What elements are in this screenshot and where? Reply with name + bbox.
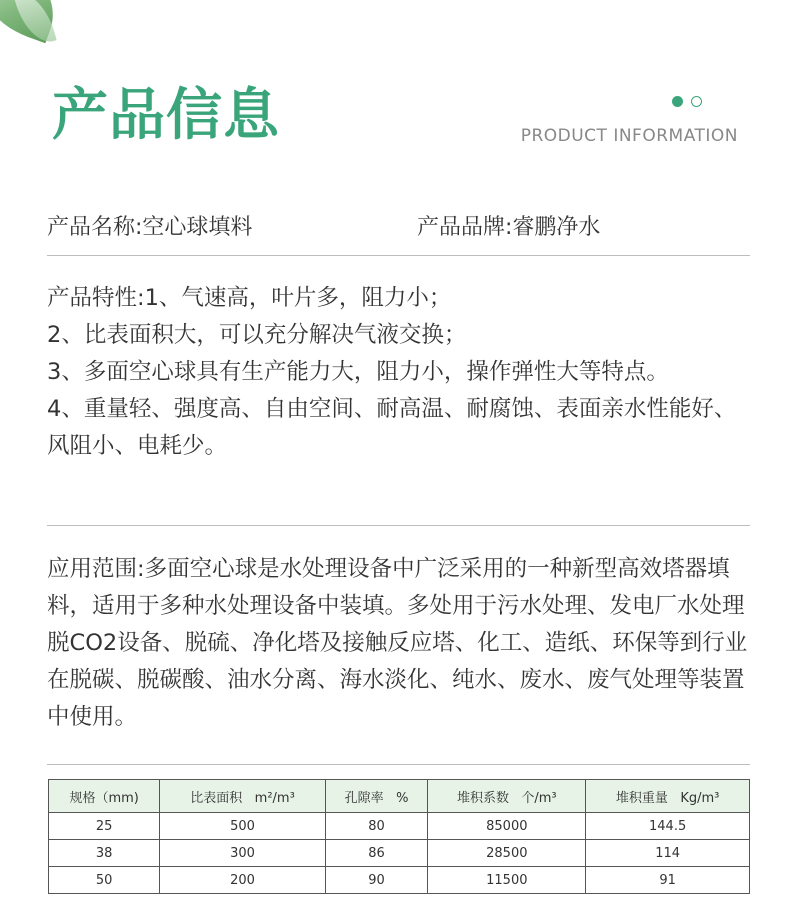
table-cell: 80 (325, 813, 428, 840)
table-cell: 85000 (428, 813, 586, 840)
table-cell: 114 (586, 840, 750, 867)
table-cell: 25 (49, 813, 160, 840)
table-cell: 11500 (428, 867, 586, 894)
dot-active-icon (672, 96, 683, 107)
table-header-cell: 规格（mm) (49, 780, 160, 813)
table-cell: 300 (160, 840, 325, 867)
page-subtitle: PRODUCT INFORMATION (520, 126, 738, 146)
feature-line: 2、比表面积大，可以充分解决气液交换； (47, 322, 467, 348)
table-header-cell: 孔隙率 % (325, 780, 428, 813)
table-row (49, 840, 750, 867)
product-brand: 产品品牌:睿鹏净水 (417, 215, 601, 240)
feature-line: 产品特性:1、气速高，叶片多，阻力小； (47, 285, 452, 311)
dot-inactive-icon (691, 96, 702, 107)
table-cell: 500 (160, 813, 325, 840)
table-header-cell: 堆积重量 Kg/m³ (586, 780, 750, 813)
page-title: 产品信息 (52, 83, 280, 148)
table-cell: 90 (325, 867, 428, 894)
table-header-row (49, 780, 750, 813)
pagination-dots (672, 92, 710, 111)
table-cell: 38 (49, 840, 160, 867)
table-row (49, 813, 750, 840)
table-header-cell: 比表面积 m²/m³ (160, 780, 325, 813)
table-cell: 50 (49, 867, 160, 894)
table-cell: 144.5 (586, 813, 750, 840)
table-row (49, 867, 750, 894)
table-cell: 200 (160, 867, 325, 894)
feature-line: 4、重量轻、强度高、自由空间、耐高温、耐腐蚀、表面亲水性能好、风阻小、电耗少。 (47, 396, 737, 459)
product-name: 产品名称:空心球填料 (47, 215, 253, 240)
table-header-cell: 堆积系数 个/m³ (428, 780, 586, 813)
features-block (47, 280, 757, 465)
divider (47, 525, 750, 526)
table-cell: 86 (325, 840, 428, 867)
spec-table (48, 779, 750, 894)
table-cell: 91 (586, 867, 750, 894)
table-cell: 28500 (428, 840, 586, 867)
application-text: 应用范围:多面空心球是水处理设备中广泛采用的一种新型高效塔器填料，适用于多种水处理设备中装填。多处用于污水处理、发电厂水处理脱CO2设备、脱硫、净化塔及接触反应塔、化工、造纸、环保等到行业在脱碳、脱碳酸、油水分离、海水淡化、纯水、废水、废气处理等装置中使用。 (47, 556, 748, 730)
divider (47, 764, 750, 765)
feature-line: 3、多面空心球具有生产能力大，阻力小，操作弹性大等特点。 (47, 359, 669, 385)
divider (47, 255, 750, 256)
